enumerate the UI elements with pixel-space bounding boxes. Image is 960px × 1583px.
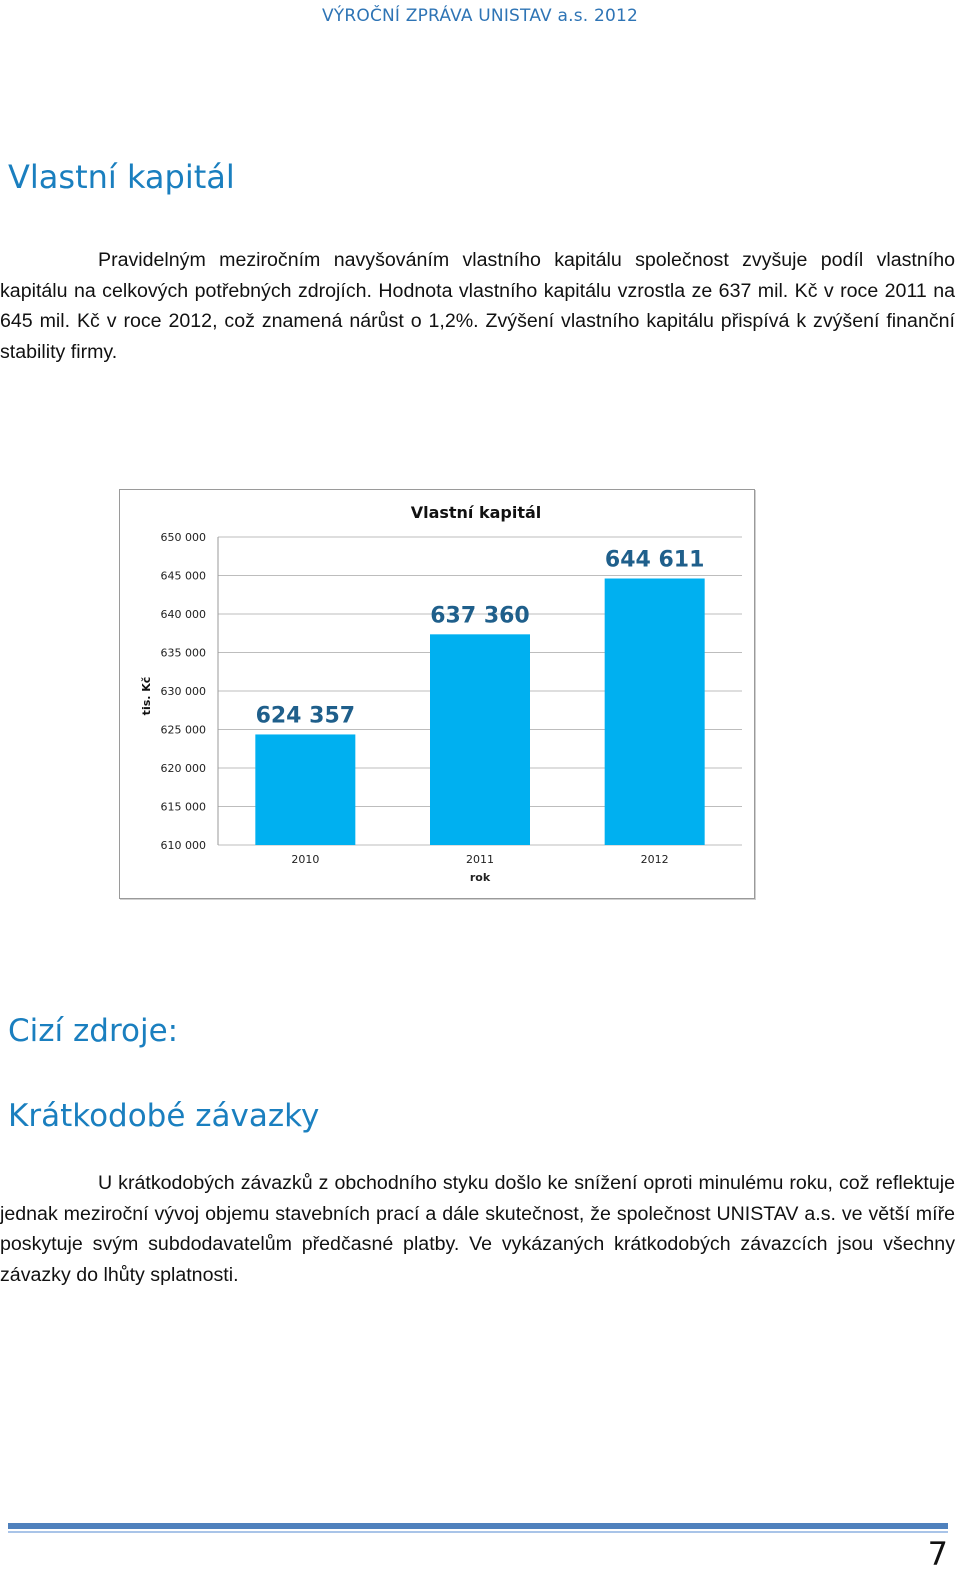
- y-tick-label: 640 000: [160, 608, 206, 621]
- y-tick-label: 650 000: [160, 531, 206, 544]
- x-tick-label: 2012: [640, 853, 669, 866]
- data-label-2012: 644 611: [604, 547, 705, 573]
- y-tick-label: 610 000: [160, 839, 206, 852]
- bar-2011: [430, 634, 530, 845]
- chart-title: Vlastní kapitál: [410, 503, 542, 522]
- bar-2012: [605, 578, 705, 845]
- x-tick-label: 2011: [466, 853, 494, 866]
- y-tick-label: 645 000: [160, 569, 206, 583]
- section-heading-foreign-sources: Cizí zdroje:: [8, 1013, 179, 1049]
- x-tick-label: 2010: [291, 853, 320, 866]
- y-axis-label: tis. Kč: [140, 676, 153, 716]
- equity-chart-svg: [120, 490, 754, 897]
- section-heading-short-term-liabilities: Krátkodobé závazky: [8, 1098, 320, 1134]
- section-heading-equity: Vlastní kapitál: [8, 158, 235, 196]
- short-term-paragraph: [0, 1168, 955, 1290]
- running-header: VÝROČNÍ ZPRÁVA UNISTAV a.s. 2012: [321, 6, 639, 26]
- y-tick-label: 635 000: [160, 646, 206, 660]
- bar-2010: [255, 734, 355, 845]
- footer-rule: [8, 1523, 948, 1529]
- y-tick-label: 620 000: [160, 762, 206, 775]
- y-tick-label: 615 000: [160, 800, 206, 814]
- page-number: 7: [927, 1535, 948, 1573]
- data-label-2010: 624 357: [255, 703, 356, 729]
- equity-paragraph: [0, 245, 955, 367]
- x-axis-label: rok: [469, 871, 491, 884]
- equity-paragraph-text: Pravidelným meziročním navyšováním vlastního kapitálu společnost zvyšuje podíl vlastního kapitálu na celkových potřebných zdrojích. Hodnota vlastního kapitálu vzrostla ze 637 mil. Kč v roce 2011 na 645 mil. Kč v roce 2012, což znamená nárůst o 1,2%. Zvýšení vlastního kapitálu přispívá k zvýšení finanční stability firmy.: [0, 249, 955, 363]
- data-label-2011: 637 360: [430, 603, 530, 629]
- y-tick-label: 630 000: [160, 685, 206, 698]
- footer-rule-thin: [8, 1531, 948, 1533]
- short-term-paragraph-text: U krátkodobých závazků z obchodního styku došlo ke snížení oproti minulému roku, což reflektuje jednak meziroční vývoj objemu stavebních prací a dále skutečnost, že společnost UNISTAV a.s. ve větší míře poskytuje svým subdodavatelům předčasné platby. Ve vykázaných krátkodobých závazcích jsou všechny závazky do lhůty splatnosti.: [0, 1172, 955, 1286]
- y-tick-label: 625 000: [160, 723, 206, 737]
- equity-chart: [119, 489, 755, 899]
